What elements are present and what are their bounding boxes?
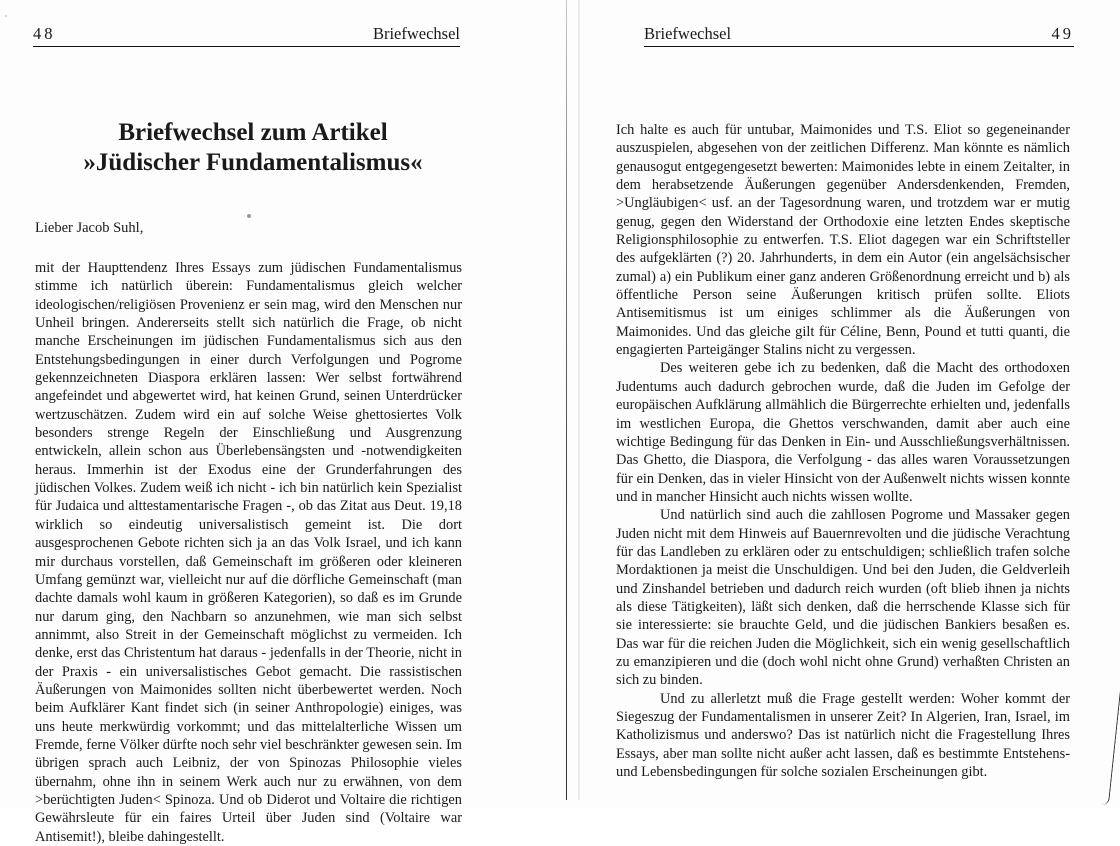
letter-salutation: Lieber Jacob Suhl, xyxy=(35,220,144,236)
paragraph: Ich halte es auch für untubar, Maimonides und T.S. Eliot so gegeneinander auszuspielen, abgesehen von der zeitlichen Differenz. Man könnte es nämlich genausogut entgegengesetzt bewerten: Maimonides lebte in einem Zeitalter, in dem herabsetzende Äußerungen gegenüber Andersdenkenden, Fremden, >Ungläubigen< usf. an der Tagesordnung waren, und trotzdem war er mutig genug, gegen den Widerstand der Orthodoxie eine letzten Endes skeptische Religionsphilosophie zu entwerfen. T.S. Eliot dagegen war ein Schriftsteller des aufgeklärten (?) 20. Jahrhunderts, in dem ein Autor (ein angelsächsischer zumal) a) ein Publikum einer ganz anderen Größenordnung erreicht und b) als öffentliche Person seine Äußerungen kritisch prüfen sollte. Eliots Antisemitismus ist um einiges schlimmer als die Äußerungen von Maimonides. Und das gleiche gilt für Céline, Benn, Pound et tutti quanti, die engagierten Parteigänger Stalins nicht zu vergessen. xyxy=(616,122,1070,359)
page-number: 48 xyxy=(33,24,56,43)
right-page-body xyxy=(616,121,1070,781)
scan-speck xyxy=(5,15,7,17)
paragraph: mit der Haupttendenz Ihres Essays zum jüdischen Fundamentalismus stimme ich natürlich überein: Fundamentalismus gleich welcher ideologischen/religiösen Provenienz er sein mag, wird den Menschen nur Unheil bringen. Andererseits stellt sich natürlich die Frage, ob nicht manche Erscheinungen im jüdischen Fundamentalismus sich aus den Entstehungsbedingungen in einer durch Verfolgungen und Pogrome gekennzeichneten Diaspora erklären lassen: Wer selbst fortwährend angefeindet und abgewertet wird, hat keinen Grund, seinen Unterdrücker wertzuschätzen. Zudem wird ein auf solche Weise ghettosiertes Volk besonders strenge Regeln der Einschließung und Ausgrenzung entwickeln, allein schon aus Überlebensängsten und -notwendigkeiten heraus. Immerhin ist der Exodus eine der Grunderfahrungen des jüdischen Volkes. Zudem weiß ich nicht - ich bin natürlich kein Spezialist für Judaica und alttestamentarische Fragen -, ob das Zitat aus Deut. 19,18 wirklich so eindeutig universalistisch gemeint ist. Die dort ausgesprochenen Gebote richten sich ja an das Volk Israel, und ich kann mir durchaus vorstellen, daß Gemeinschaft im größeren oder kleineren Umfang gemünzt war, vielleicht nur auf die dörfliche Gemeinschaft (man dachte damals wohl kaum in größeren Kategorien), so daß es im Grunde nur darum ging, den Nachbarn so anzunehmen, wie man sich selbst annimmt, also Streit in der Gemeinschaft möglichst zu vermeiden. Ich denke, erst das Christentum hat daraus - jedenfalls in der Theorie, nicht in der Praxis - ein universalistisches Gebot gemacht. Die rassistischen Äußerungen von Maimonides sollten nicht überbewertet werden. Noch beim Aufklärer Kant findet sich (in seiner Anthropologie) einiges, was uns heute merkwürdig vorkommt; und das mittelalterliche Wissen um Fremde, ferne Völker dürfte noch sehr viel beschränkter gewesen sein. Im übrigen sprach auch Leibniz, der von Spinozas Philosophie vieles übernahm, ohne ihn in seinem Werk auch nur zu erwähnen, von dem >berüchtigten Juden< Spinoza. Und ob Diderot und Voltaire die richtigen Gewährsleute für ein faires Urteil über Juden sind (Voltaire war Antisemit!), bleibe dahingestellt. xyxy=(35,260,462,845)
scan-speck xyxy=(247,214,251,218)
page-number: 49 xyxy=(1051,24,1074,43)
paragraph: Und zu allerletzt muß die Frage gestellt werden: Woher kommt der Siegeszug der Fundamentalismen in unserer Zeit? In Algerien, Iran, Israel, im Katholizismus und anderswo? Das ist natürlich nicht die Fragestellung Ihres Essays, aber man sollte nicht außer acht lassen, daß es bestimmte Entstehens- und Lebensbedingungen für solche sozialen Erscheinungen gibt. xyxy=(616,690,1070,781)
running-head-title: Briefwechsel xyxy=(644,24,732,43)
running-head-right xyxy=(644,22,1074,47)
right-page xyxy=(567,0,1120,809)
title-line-1: Briefwechsel zum Artikel xyxy=(118,119,388,146)
left-page-body xyxy=(35,259,462,846)
running-head-left xyxy=(33,22,460,47)
paragraph: Des weiteren gebe ich zu bedenken, daß die Macht des orthodoxen Judentums auch dadurch gebrochen wurde, daß die Juden im Gefolge der europäischen Aufklärung allmählich die Bürgerrechte erhielten und, jedenfalls im westlichen Europa, die Ghettos verschwanden, damit aber auch eine wichtige Bedingung für das Denken in Ein- und Ausschließungsverhältnissen. Das Ghetto, die Diaspora, die Verfolgung - das alles waren Voraussetzungen für ein Denken, das in vieler Hinsicht von der Außenwelt nichts wissen konnte und in mancher Hinsicht auch nichts wissen wollte. xyxy=(616,360,1070,505)
article-title xyxy=(0,118,536,178)
paragraph: Und natürlich sind auch die zahllosen Pogrome und Massaker gegen Juden nicht mit dem Hinweis auf Bauernrevolten und die jüdische Verachtung für das Landleben zu erklären oder zu entschuldigen; schließlich trafen solche Mordaktionen ja meist die Unschuldigen. Und bei den Juden, die Geldverleih und Zinshandel betrieben und dadurch reich wurden (oft blieb ihnen ja nichts als diese Tätigkeiten), läßt sich denken, daß die herrschende Klasse sich für sie interessierte: sie brauchte Geld, und die jüdischen Bankiers besaßen es. Das war für die reichen Juden die Möglichkeit, sich ein wenig gesellschaftlich zu emanzipieren und die (doch wohl nicht ohne Grund) verhaßten Christen an sich zu binden. xyxy=(616,507,1070,689)
title-line-2: »Jüdischer Fundamentalismus« xyxy=(83,149,423,176)
running-head-title: Briefwechsel xyxy=(372,24,460,43)
